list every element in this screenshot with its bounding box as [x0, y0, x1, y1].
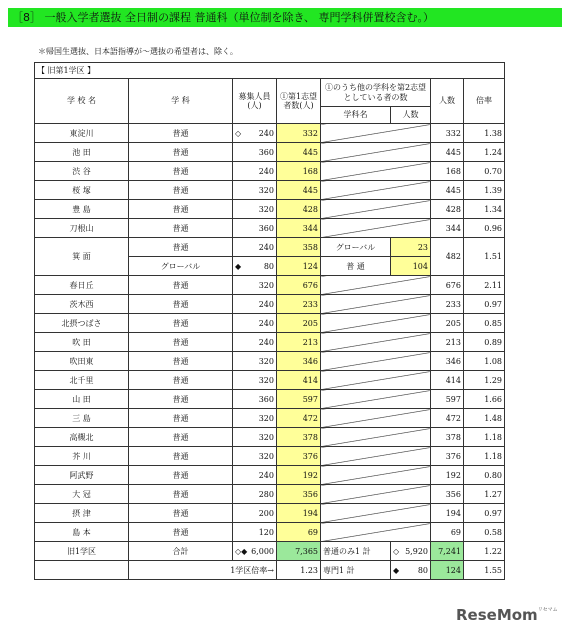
ratio-value: 1.08: [464, 352, 505, 371]
total-count: 482: [431, 238, 464, 276]
course-name: 普通: [129, 371, 233, 390]
summary-futsu-count: 7,241: [431, 542, 464, 561]
ratio-value: 1.39: [464, 181, 505, 200]
total-count: 472: [431, 409, 464, 428]
total-count: 597: [431, 390, 464, 409]
ratio-value: 1.27: [464, 485, 505, 504]
school-name: 山 田: [35, 390, 129, 409]
ratio-value: 0.80: [464, 466, 505, 485]
school-name: 摂 津: [35, 504, 129, 523]
school-name: 北千里: [35, 371, 129, 390]
header-second-choice: ①のうち他の学科を第2志望としている者の数: [321, 79, 431, 107]
school-name: 箕 面: [35, 238, 129, 276]
total-count: 414: [431, 371, 464, 390]
table-row: [35, 238, 505, 257]
summary-futsu-ratio: 1.22: [464, 542, 505, 561]
second-choice-empty: [321, 295, 431, 314]
quota-value: 240: [258, 128, 274, 138]
first-choice-count: 428: [277, 200, 321, 219]
quota-mark: ◆: [235, 261, 242, 271]
footnote: ＊帰国生選抜、日本語指導が～選抜の希望者は、除く。: [38, 47, 238, 56]
total-count: 445: [431, 181, 464, 200]
summary-senmon-mark: ◆: [393, 565, 400, 575]
summary-futsu-label: 普通のみ1 計: [321, 542, 391, 561]
course-name: 普通: [129, 276, 233, 295]
table-row: [35, 466, 505, 485]
quota-value: 360: [258, 394, 274, 404]
second-choice-empty: [321, 181, 431, 200]
summary-futsu-quota: [391, 542, 431, 561]
quota-value: 240: [258, 337, 274, 347]
quota-value: 320: [258, 356, 274, 366]
course-name: 普通: [129, 466, 233, 485]
summary-senmon-ratio: 1.55: [464, 561, 505, 580]
summary-senmon-quota-value: 80: [417, 565, 428, 575]
total-count: 192: [431, 466, 464, 485]
quota-value: 360: [258, 147, 274, 157]
total-count: 344: [431, 219, 464, 238]
header-ratio: 倍率: [464, 79, 505, 124]
second-choice-course: 普 通: [321, 257, 391, 276]
quota-cell: [233, 409, 277, 428]
second-choice-empty: [321, 333, 431, 352]
course-name: グローバル: [129, 257, 233, 276]
header-first-choice: ①第1志望者数(人): [277, 79, 321, 124]
second-choice-count: 23: [391, 238, 431, 257]
second-choice-count: 104: [391, 257, 431, 276]
second-choice-empty: [321, 352, 431, 371]
admission-table: [34, 62, 505, 580]
ratio-value: 1.24: [464, 143, 505, 162]
quota-cell: [233, 371, 277, 390]
course-name: 普通: [129, 504, 233, 523]
ratio-value: 0.58: [464, 523, 505, 542]
second-choice-course: グローバル: [321, 238, 391, 257]
first-choice-count: 194: [277, 504, 321, 523]
table-row: [35, 447, 505, 466]
summary-futsu-mark: ◇: [393, 546, 400, 556]
quota-value: 240: [258, 299, 274, 309]
total-count: 332: [431, 124, 464, 143]
table-row: [35, 295, 505, 314]
quota-cell: [233, 352, 277, 371]
first-choice-count: 205: [277, 314, 321, 333]
quota-cell: [233, 428, 277, 447]
quota-cell: [233, 181, 277, 200]
ratio-value: 1.48: [464, 409, 505, 428]
second-choice-empty: [321, 219, 431, 238]
school-name: 渋 谷: [35, 162, 129, 181]
course-name: 普通: [129, 390, 233, 409]
table-row: [35, 371, 505, 390]
summary-total-label: 合計: [129, 542, 233, 561]
total-count: 378: [431, 428, 464, 447]
quota-cell: [233, 200, 277, 219]
school-name: 春日丘: [35, 276, 129, 295]
ratio-value: 0.96: [464, 219, 505, 238]
summary-quota: [233, 542, 277, 561]
header-sub-course: 学科名: [321, 107, 391, 124]
quota-value: 240: [258, 470, 274, 480]
school-name: 大 冠: [35, 485, 129, 504]
quota-value: 80: [263, 261, 274, 271]
first-choice-count: 168: [277, 162, 321, 181]
school-name: 茨木西: [35, 295, 129, 314]
school-name: 刀根山: [35, 219, 129, 238]
course-name: 普通: [129, 352, 233, 371]
summary-senmon-count: 124: [431, 561, 464, 580]
quota-value: 280: [258, 489, 274, 499]
course-name: 普通: [129, 295, 233, 314]
table-row: [35, 409, 505, 428]
school-name: 吹 田: [35, 333, 129, 352]
first-choice-count: 414: [277, 371, 321, 390]
total-count: 376: [431, 447, 464, 466]
ratio-value: 0.70: [464, 162, 505, 181]
quota-value: 120: [258, 527, 274, 537]
quota-value: 320: [258, 185, 274, 195]
total-count: 205: [431, 314, 464, 333]
course-name: 普通: [129, 181, 233, 200]
school-name: 池 田: [35, 143, 129, 162]
summary-first-choice: 7,365: [277, 542, 321, 561]
summary-quota-value: 6,000: [251, 546, 274, 556]
school-name: 高槻北: [35, 428, 129, 447]
table-row: [35, 200, 505, 219]
ratio-value: 1.29: [464, 371, 505, 390]
quota-cell: [233, 257, 277, 276]
course-name: 普通: [129, 409, 233, 428]
total-count: 233: [431, 295, 464, 314]
quota-cell: [233, 447, 277, 466]
second-choice-empty: [321, 523, 431, 542]
second-choice-empty: [321, 200, 431, 219]
school-name: 島 本: [35, 523, 129, 542]
quota-value: 360: [258, 223, 274, 233]
school-name: 三 島: [35, 409, 129, 428]
course-name: 普通: [129, 200, 233, 219]
section-banner: ［8］ 一般入学者選抜 全日制の課程 普通科（単位制を除き、 専門学科併置校含む。）: [8, 8, 562, 27]
quota-value: 320: [258, 432, 274, 442]
first-choice-count: 124: [277, 257, 321, 276]
school-name: 東淀川: [35, 124, 129, 143]
quota-value: 240: [258, 242, 274, 252]
second-choice-empty: [321, 371, 431, 390]
summary-quota-mark: ◇◆: [235, 546, 248, 556]
first-choice-count: 233: [277, 295, 321, 314]
header-course: 学 科: [129, 79, 233, 124]
second-choice-empty: [321, 314, 431, 333]
second-choice-empty: [321, 390, 431, 409]
ratio-value: 0.85: [464, 314, 505, 333]
summary-row: [35, 561, 505, 580]
second-choice-empty: [321, 409, 431, 428]
first-choice-count: 676: [277, 276, 321, 295]
quota-cell: [233, 390, 277, 409]
table-row: [35, 181, 505, 200]
course-name: 普通: [129, 124, 233, 143]
first-choice-count: 346: [277, 352, 321, 371]
first-choice-count: 356: [277, 485, 321, 504]
quota-value: 320: [258, 280, 274, 290]
course-name: 普通: [129, 428, 233, 447]
ratio-value: 2.11: [464, 276, 505, 295]
summary-futsu-quota-value: 5,920: [405, 546, 428, 556]
ratio-value: 1.38: [464, 124, 505, 143]
course-name: 普通: [129, 523, 233, 542]
district-label: 【 旧第1学区 】: [35, 63, 505, 79]
first-choice-count: 213: [277, 333, 321, 352]
table-row: [35, 124, 505, 143]
table-row: [35, 333, 505, 352]
second-choice-empty: [321, 124, 431, 143]
ratio-value: 1.66: [464, 390, 505, 409]
summary-district-ratio: 1.23: [277, 561, 321, 580]
quota-cell: [233, 276, 277, 295]
total-count: 168: [431, 162, 464, 181]
second-choice-empty: [321, 276, 431, 295]
table-row: [35, 143, 505, 162]
quota-cell: [233, 162, 277, 181]
table-row: [35, 162, 505, 181]
first-choice-count: 597: [277, 390, 321, 409]
table-row: [35, 390, 505, 409]
school-name: 芥 川: [35, 447, 129, 466]
summary-ratio-label: 1学区倍率→: [129, 561, 277, 580]
first-choice-count: 332: [277, 124, 321, 143]
quota-cell: [233, 143, 277, 162]
first-choice-count: 358: [277, 238, 321, 257]
quota-value: 240: [258, 318, 274, 328]
school-name: 豊 島: [35, 200, 129, 219]
header-sub-count: 人数: [391, 107, 431, 124]
quota-cell: [233, 295, 277, 314]
ratio-value: 0.89: [464, 333, 505, 352]
second-choice-empty: [321, 504, 431, 523]
summary-row: [35, 542, 505, 561]
second-choice-empty: [321, 447, 431, 466]
quota-value: 240: [258, 166, 274, 176]
first-choice-count: 445: [277, 143, 321, 162]
quota-cell: [233, 523, 277, 542]
summary-district-label: 旧1学区: [35, 542, 129, 561]
summary-senmon-label: 専門1 計: [321, 561, 391, 580]
quota-cell: [233, 466, 277, 485]
course-name: 普通: [129, 333, 233, 352]
total-count: 445: [431, 143, 464, 162]
ratio-value: 1.34: [464, 200, 505, 219]
table-row: [35, 523, 505, 542]
course-name: 普通: [129, 162, 233, 181]
table-row: [35, 314, 505, 333]
summary-senmon-quota: [391, 561, 431, 580]
quota-value: 200: [258, 508, 274, 518]
quota-value: 320: [258, 413, 274, 423]
quota-cell: [233, 504, 277, 523]
school-name: 北摂つばさ: [35, 314, 129, 333]
school-name: 吹田東: [35, 352, 129, 371]
second-choice-empty: [321, 485, 431, 504]
total-count: 676: [431, 276, 464, 295]
ratio-value: 1.18: [464, 428, 505, 447]
quota-value: 320: [258, 204, 274, 214]
first-choice-count: 445: [277, 181, 321, 200]
quota-cell: [233, 238, 277, 257]
table-row: [35, 504, 505, 523]
quota-cell: [233, 314, 277, 333]
quota-value: 320: [258, 451, 274, 461]
table-row: [35, 219, 505, 238]
quota-cell: [233, 485, 277, 504]
table-row: [35, 485, 505, 504]
total-count: 69: [431, 523, 464, 542]
header-school: 学 校 名: [35, 79, 129, 124]
first-choice-count: 376: [277, 447, 321, 466]
first-choice-count: 69: [277, 523, 321, 542]
ratio-value: 1.51: [464, 238, 505, 276]
total-count: 194: [431, 504, 464, 523]
first-choice-count: 472: [277, 409, 321, 428]
quota-mark: ◇: [235, 128, 242, 138]
quota-cell: [233, 219, 277, 238]
quota-cell: [233, 333, 277, 352]
first-choice-count: 192: [277, 466, 321, 485]
summary-blank: [35, 561, 129, 580]
quota-value: 320: [258, 375, 274, 385]
course-name: 普通: [129, 314, 233, 333]
ratio-value: 0.97: [464, 504, 505, 523]
course-name: 普通: [129, 219, 233, 238]
first-choice-count: 378: [277, 428, 321, 447]
resemom-logo: ReseMom$^{リセマム}$: [456, 606, 558, 624]
second-choice-empty: [321, 162, 431, 181]
course-name: 普通: [129, 238, 233, 257]
course-name: 普通: [129, 485, 233, 504]
second-choice-empty: [321, 466, 431, 485]
table-row: [35, 428, 505, 447]
total-count: 356: [431, 485, 464, 504]
school-name: 阿武野: [35, 466, 129, 485]
total-count: 213: [431, 333, 464, 352]
ratio-value: 0.97: [464, 295, 505, 314]
total-count: 346: [431, 352, 464, 371]
second-choice-empty: [321, 428, 431, 447]
header-total: 人数: [431, 79, 464, 124]
ratio-value: 1.18: [464, 447, 505, 466]
course-name: 普通: [129, 447, 233, 466]
header-quota: 募集人員(人): [233, 79, 277, 124]
second-choice-empty: [321, 143, 431, 162]
table-row: [35, 352, 505, 371]
course-name: 普通: [129, 143, 233, 162]
quota-cell: [233, 124, 277, 143]
total-count: 428: [431, 200, 464, 219]
school-name: 桜 塚: [35, 181, 129, 200]
table-row: [35, 276, 505, 295]
first-choice-count: 344: [277, 219, 321, 238]
